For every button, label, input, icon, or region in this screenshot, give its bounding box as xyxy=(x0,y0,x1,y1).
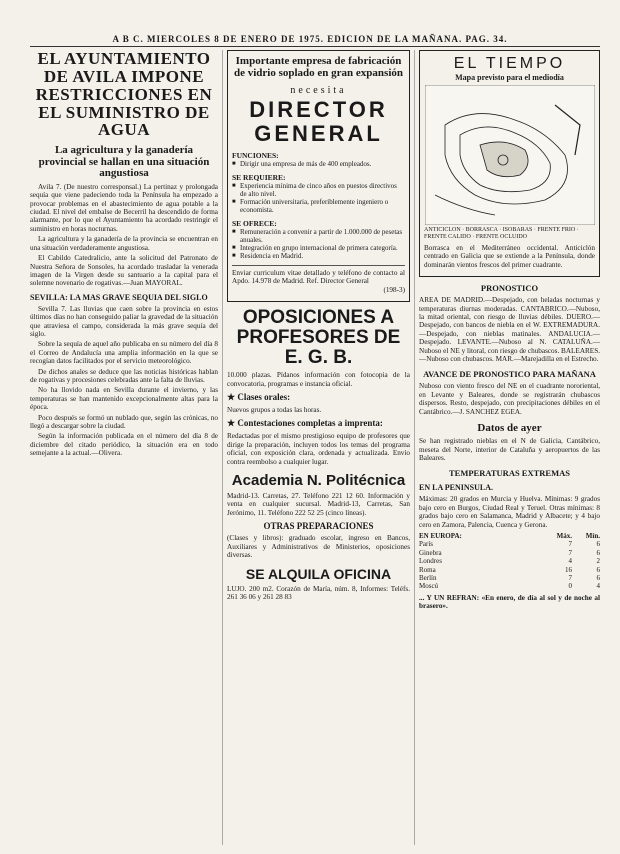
job-ad-contact-text: Enviar curriculum vitae detallado y teléfono de contacto al Apdo. 14.978 de Madrid. Ref. Director General xyxy=(232,269,405,286)
table-row xyxy=(419,582,600,590)
paragraph: Sevilla 7. Las lluvias que caen sobre la provincia en estos últimos días no han conseguido paliar la gravedad de la situación que atraviesa el campo, considerada la más grave sequía del siglo. xyxy=(30,304,218,338)
refran-text: ... Y UN REFRAN: «En enero, de día al sol y de noche al brasero». xyxy=(419,593,600,611)
city: Ginebra xyxy=(419,548,442,557)
legend-item: FRENTE FRIO xyxy=(537,227,576,233)
oposiciones-intro: 10.000 plazas. Pídanos información con fotocopia de la convocatoria, programas e instancia oficial. xyxy=(227,371,410,388)
academy-name: Academia N. Politécnica xyxy=(231,472,406,490)
min: 6 xyxy=(596,565,600,574)
weather-map xyxy=(425,85,595,225)
min: 6 xyxy=(596,540,600,549)
requiere-label: SE REQUIERE: xyxy=(232,173,286,182)
requiere-item: ■ Formación universitaria, preferiblemente ingeniero o economista. xyxy=(232,198,405,214)
job-ad xyxy=(227,50,410,302)
paragraph: Poco después se formó un nublado que, según las crónicas, no llegó a descargar sobre la ciudad. xyxy=(30,413,218,431)
city: Londres xyxy=(419,557,442,566)
ofrece-label: SE OFRECE: xyxy=(232,219,277,228)
table-row xyxy=(419,540,600,548)
legend-item: ISOBARAS xyxy=(502,227,533,233)
min: 4 xyxy=(596,582,600,591)
europe-label: EN EUROPA: xyxy=(419,531,462,540)
paragraph: La agricultura y la ganadería de la provincia se encuentran en una situación verdaderamente angustiosa. xyxy=(30,235,218,252)
table-row xyxy=(419,574,600,582)
paragraph: El Cabildo Catedralicio, ante la solicitud del Patronato de Nuestra Señora de Sonsoles, ha acordado trasladar la venerada imagen de la Virgen desde su santuario a la capital para el solemne novenario de rogativas.—Juan MAYORAL. xyxy=(30,254,218,288)
min: 6 xyxy=(596,573,600,582)
city: Moscú xyxy=(419,582,439,591)
map-legend: ANTICICLON · BORRASCA · ISOBARAS · FRENTE FRIO · FRENTE CALIDO · FRENTE OCLUIDO xyxy=(424,227,579,240)
legend-item: ANTICICLON xyxy=(424,227,461,233)
header-rule xyxy=(30,46,600,47)
paragraph: Avila 7. (De nuestro corresponsal.) La pertinaz y prolongada sequía que viene padeciendo toda la Península ha empezado a provocar problemas en el abastecimiento de agua potable a la ciudad. El nivel del embalse de Becerril ha descendido de forma alarmante, por lo que el Ayuntamiento ha acordado restringir el suministro en horas nocturnas. xyxy=(30,182,218,233)
ofrece-item: ■ Integración en grupo internacional de primera categoría. xyxy=(232,244,405,252)
otras-text: (Clases y libros): graduado escolar, ingreso en Bancos, Auxiliares y Administrativos de Ministerios, oposiciones diversas. xyxy=(227,534,410,560)
job-ad-necesita: necesita xyxy=(290,85,347,96)
avance-title: AVANCE DE PRONOSTICO PARA MAÑANA xyxy=(423,369,596,380)
contestaciones-label: ★ Contestaciones completas a imprenta: xyxy=(227,418,383,429)
legend-item: BORRASCA xyxy=(465,227,498,233)
europe-table xyxy=(419,532,600,591)
datos-text: Se han registrado nieblas en el N de Galicia, Cantábrico, meseta del Norte, interior de Cataluña y aeropuertos de las Baleares. xyxy=(419,437,600,462)
funciones-item: ■ Dirigir una empresa de más de 400 empleados. xyxy=(232,160,405,168)
weather-caption: Borrasca en el Mediterráneo occidental. Anticiclón centrado en Galicia que se extiende a la Península, donde dominarán vientos frescos del primer cuadrante. xyxy=(424,244,595,269)
contestaciones-label-text: Contestaciones completas a imprenta: xyxy=(237,418,383,429)
table-row xyxy=(419,566,600,574)
column-news xyxy=(30,50,218,845)
job-ad-role: DIRECTOR GENERAL xyxy=(249,97,388,146)
max: 7 xyxy=(568,540,572,549)
paragraph: Según la información publicada en el número del día 8 de diciembre del citado periódico, la situación era en todo semejante a la actual.—Olivera. xyxy=(30,432,218,458)
col-header-max: Máx. xyxy=(556,531,572,540)
academy-address: Madrid-13. Carretas, 27. Teléfono 221 12 60. Información y venta en cualquier sucursal. Madrid-13, Carretas, San Jerónimo, 11. Teléfono 222 52 25 (cinco líneas). xyxy=(227,492,410,517)
paragraph: Sobre la sequía de aquel año publicaba en su número del día 8 el Correo de Andalucía una amplia información en la que se recogían datos facilitados por el servicio meteorológico. xyxy=(30,340,218,366)
paragraph: De dichos anales se deduce que las noticias históricas hablan de rogativas y procesiones celebradas ante la falta de lluvias. xyxy=(30,367,218,384)
city: Berlín xyxy=(419,573,437,582)
table-row xyxy=(419,557,600,565)
page-header: A B C. MIERCOLES 8 DE ENERO DE 1975. EDICION DE LA MAÑANA. PAG. 34. xyxy=(112,34,508,44)
city: París xyxy=(419,540,433,549)
column-ads xyxy=(222,50,410,845)
ofrece-item: ■ Residencia en Madrid. xyxy=(232,252,405,260)
weather-subtitle: Mapa previsto para el mediodía xyxy=(455,73,564,82)
requiere-item: ■ Experiencia mínima de cinco años en puestos directivos de alto nivel. xyxy=(232,182,405,198)
clases-text: Nuevos grupos a todas las horas. xyxy=(227,406,322,415)
peninsula-label: EN LA PENINSULA. xyxy=(419,483,494,493)
city: Roma xyxy=(419,565,436,574)
avila-headline: EL AYUNTAMIENTO DE AVILA IMPONE RESTRICCIONES EN EL SUMINISTRO DE AGUA xyxy=(35,50,213,140)
pronostico-text: AREA DE MADRID.—Despejado, con heladas nocturnas y temperaturas diurnas moderadas. CANTABRICO.—Nuboso, la mitad oriental, con riesgo de lluvias débiles. DUERO.—Despejado, con bancos de niebla en el W. EXTREMADURA.—Despejado, con nieblas matinales. ANDALUCIA.—Despejado. LEVANTE.—Nuboso al N. CATALUÑA.—Nuboso el NE y litoral, con riesgo de chubascos. BALEARES.—Nuboso con chubascos. MAR.—Marejadilla en el Estrecho. xyxy=(419,296,600,364)
peninsula-text: Máximas: 20 grados en Murcia y Huelva. Mínimas: 9 grados bajo cero en Burgos, Ciudad Real y Teruel. Otras mínimas: 8 grados bajo cero en Salamanca, Madrid y Albacete; y 4 bajo cero en Zamora, Palencia, Cuenca y Gerona. xyxy=(419,495,600,529)
min: 2 xyxy=(596,557,600,566)
max: 4 xyxy=(568,557,572,566)
col-header-min: Mín. xyxy=(585,531,600,540)
table-row xyxy=(419,549,600,557)
avila-subhead: La agricultura y la ganadería provincial se hallan en una situación angustiosa xyxy=(38,144,210,180)
oposiciones-title: OPOSICIONES A PROFESORES DE E. G. B. xyxy=(236,307,401,369)
pronostico-title: PRONOSTICO xyxy=(480,283,539,294)
max: 16 xyxy=(565,565,572,574)
weather-title: EL TIEMPO xyxy=(453,55,566,72)
column-weather xyxy=(414,50,600,845)
alquila-title: SE ALQUILA OFICINA xyxy=(245,565,392,582)
otras-title: OTRAS PREPARACIONES xyxy=(263,521,374,532)
funciones-label: FUNCIONES: xyxy=(232,151,279,160)
weather-box xyxy=(419,50,600,277)
temperaturas-title: TEMPERATURAS EXTREMAS xyxy=(449,468,570,479)
job-ad-title: Importante empresa de fabricación de vidrio soplado en gran expansión xyxy=(233,55,403,79)
avance-text: Nuboso con viento fresco del NE en el cuadrante nororiental, en Levante y Baleares, donde se registrarán chubascos dispersos. Resto, despejado, con precipitaciones débiles en el Cantábrico.—J. SANCHEZ EGEA. xyxy=(419,382,600,416)
alquila-text: LUJO. 200 m2. Corazón de María, núm. 8, Informes: Teléfs. 261 36 06 y 261 28 83 xyxy=(227,584,410,601)
job-ad-ref: (198-3) xyxy=(383,285,405,294)
min: 6 xyxy=(596,548,600,557)
paragraph: No ha llovido nada en Sevilla durante el invierno, y las temperaturas se han mantenido excepcionalmente altas para la época. xyxy=(30,386,218,412)
max: 7 xyxy=(568,573,572,582)
sevilla-subhead: SEVILLA: LA MAS GRAVE SEQUIA DEL SIGLO xyxy=(30,292,208,302)
contestaciones-text: Redactadas por el mismo prestigioso equipo de profesores que dirige la preparación, incluyen todos los temas del programa oficial, con exposición clara, ordenada y actualizada. Envío contra reembolso a cualquier lugar. xyxy=(227,432,410,466)
legend-item: FRENTE CALIDO xyxy=(424,234,471,240)
legend-item: FRENTE OCLUIDO xyxy=(475,234,528,240)
avila-article xyxy=(30,183,218,288)
max: 7 xyxy=(568,548,572,557)
europe-header-row xyxy=(419,532,600,540)
clases-label: ★ Clases orales: xyxy=(227,392,291,403)
ofrece-item: ■ Remuneración a convenir a partir de 1.000.000 de pesetas anuales. xyxy=(232,228,405,244)
clases-label-text: Clases orales: xyxy=(237,392,291,403)
job-ad-contact xyxy=(232,265,405,294)
sevilla-article xyxy=(30,305,218,458)
max: 0 xyxy=(568,582,572,591)
datos-title: Datos de ayer xyxy=(477,422,542,435)
